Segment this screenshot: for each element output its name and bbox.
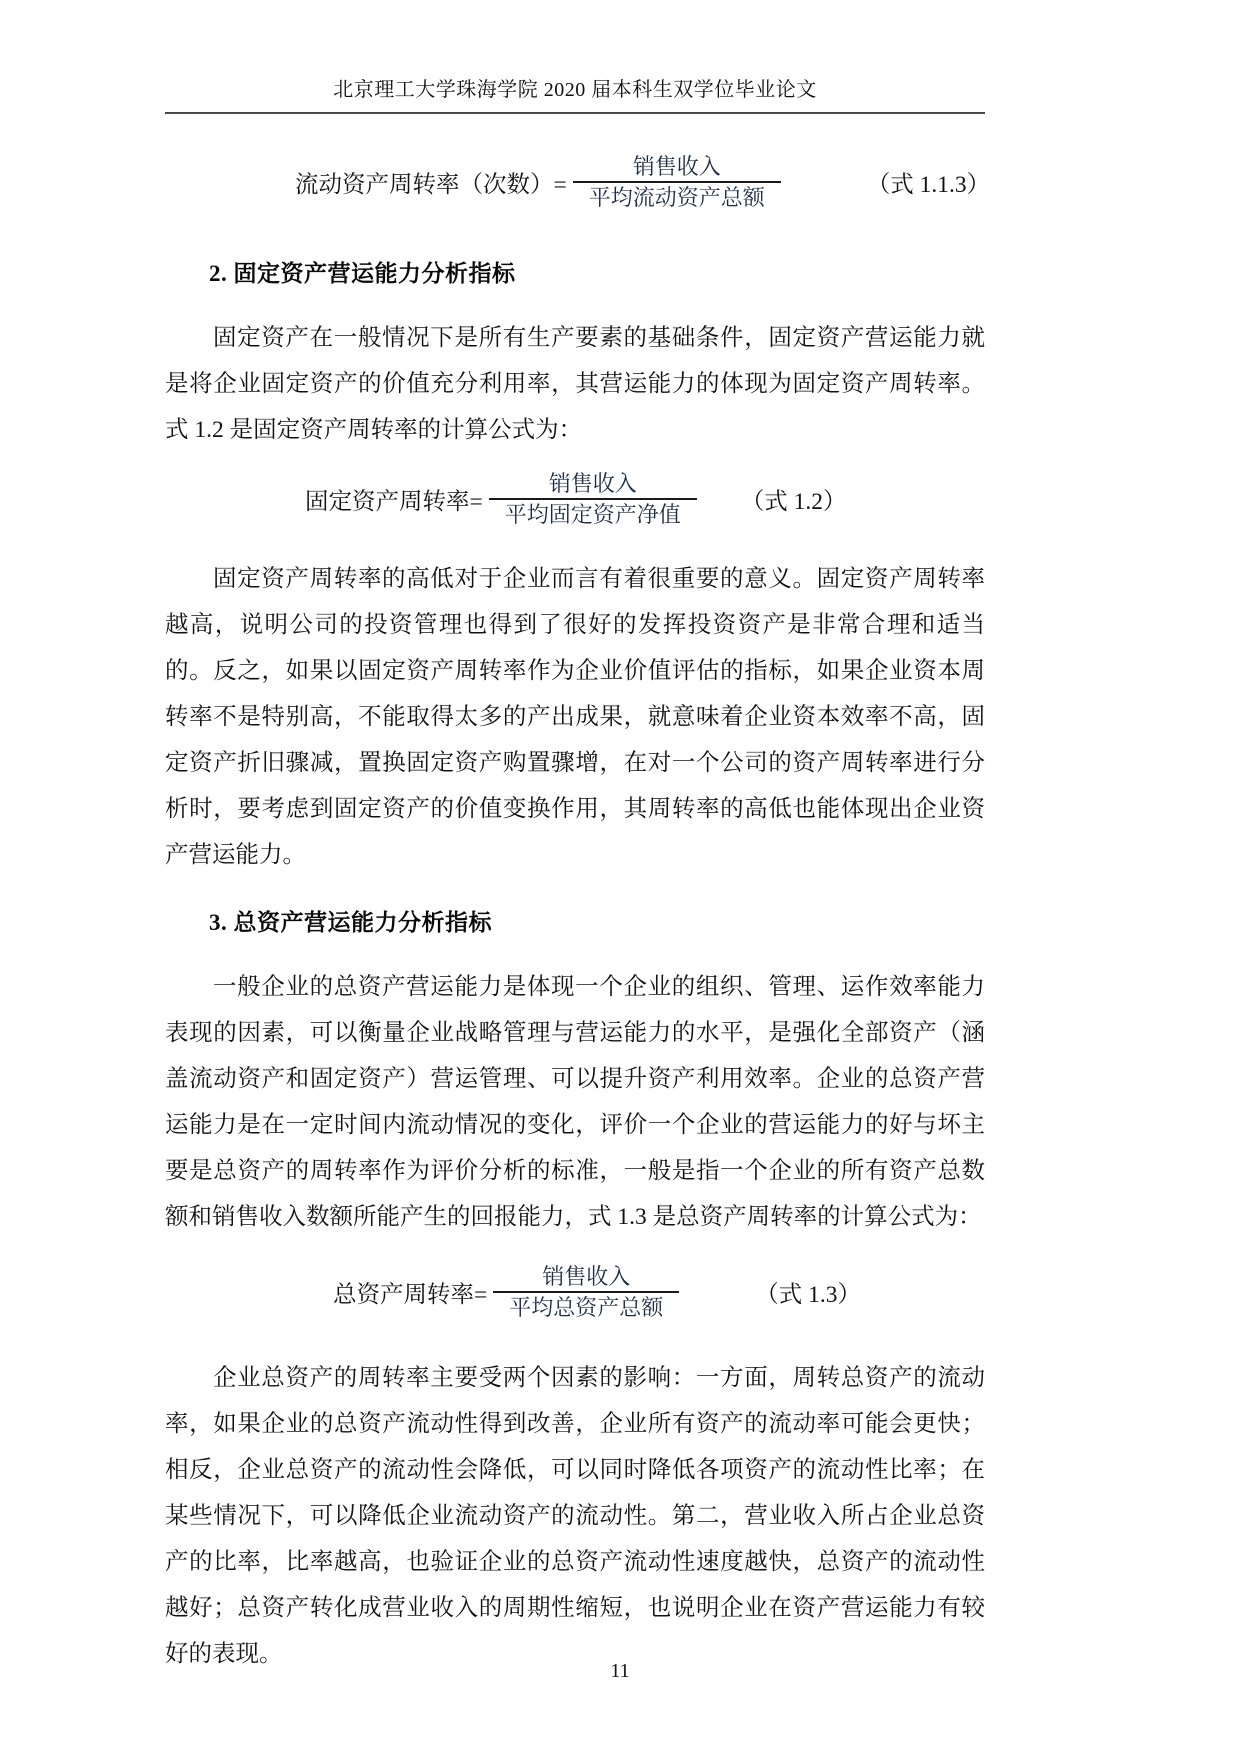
formula-1-denominator: 平均流动资产总额 xyxy=(588,185,765,211)
formula-1-fraction xyxy=(573,154,781,211)
section-2-paragraph-1: 固定资产在一般情况下是所有生产要素的基础条件，固定资产营运能力就是将企业固定资产的价值充分利用率，其营运能力的体现为固定资产周转率。式 1.2 是固定资产周转率的计算公式为： xyxy=(165,325,985,444)
formula-3-numerator: 销售收入 xyxy=(542,1264,631,1290)
section-3-paragraph-1: 一般企业的总资产营运能力是体现一个企业的组织、管理、运作效率能力表现的因素，可以衡量企业战略管理与营运能力的水平，是强化全部资产（涵盖流动资产和固定资产）营运管理、可以提升资产利用效率。企业的总资产营运能力是在一定时间内流动情况的变化，评价一个企业的营运能力的好与坏主要是总资产的周转率作为评价分析的标准，一般是指一个企业的所有资产总数额和销售收入数额所能产生的回报能力，式 1.3 是总资产周转率的计算公式为： xyxy=(165,974,985,1231)
formula-3-denominator: 平均总资产总额 xyxy=(509,1295,664,1321)
formula-1-numerator: 销售收入 xyxy=(632,154,721,179)
formula-2-tag: （式 1.2） xyxy=(740,489,847,516)
formula-3-fraction xyxy=(493,1264,679,1321)
formula-block-1 xyxy=(165,154,991,211)
formula-2-fraction xyxy=(489,471,697,528)
header-title: 北京理工大学珠海学院 2020 届本科生双学位毕业论文 xyxy=(333,79,817,101)
section-2-paragraph-2: 固定资产周转率的高低对于企业而言有着很重要的意义。固定资产周转率越高，说明公司的投资管理也得到了很好的发挥投资资产是非常合理和适当的。反之，如果以固定资产周转率作为企业价值评估的指标，如果企业资本周转率不是特别高，不能取得太多的产出成果，就意味着企业资本效率不高，固定资产折旧骤减，置换固定资产购置骤增，在对一个公司的资产周转率进行分析时，要考虑到固定资产的价值变换作用，其周转率的高低也能体现出企业资产营运能力。 xyxy=(165,565,985,868)
section-heading-3: 3. 总资产营运能力分析指标 xyxy=(209,909,492,935)
formula-2-numerator: 销售收入 xyxy=(548,471,637,497)
page-footer xyxy=(0,1660,1240,1683)
page-content xyxy=(165,0,991,1677)
section-3-paragraph-2: 企业总资产的周转率主要受两个因素的影响：一方面，周转总资产的流动率，如果企业的总资产流动性得到改善，企业所有资产的流动率可能会更快；相反，企业总资产的流动性会降低，可以同时降低各项资产的流动性比率；在某些情况下，可以降低企业流动资产的流动性。第二，营业收入所占企业总资产的比率，比率越高，也验证企业的总资产流动性速度越快，总资产的流动性越好；总资产转化成营业收入的周期性缩短，也说明企业在资产营运能力有较好的表现。 xyxy=(165,1364,985,1667)
formula-2-denominator: 平均固定资产净值 xyxy=(504,502,681,528)
formula-block-3 xyxy=(165,1264,985,1321)
running-header xyxy=(165,0,985,114)
formula-2-lhs: 固定资产周转率= xyxy=(305,489,483,516)
formula-1-tag: （式 1.1.3） xyxy=(866,172,991,199)
page-number: 11 xyxy=(610,1660,630,1682)
formula-block-2 xyxy=(165,471,985,528)
formula-1-lhs: 流动资产周转率（次数）= xyxy=(295,172,567,199)
formula-3-lhs: 总资产周转率= xyxy=(333,1282,488,1309)
formula-3-tag: （式 1.3） xyxy=(755,1282,862,1309)
section-heading-2: 2. 固定资产营运能力分析指标 xyxy=(209,260,516,286)
